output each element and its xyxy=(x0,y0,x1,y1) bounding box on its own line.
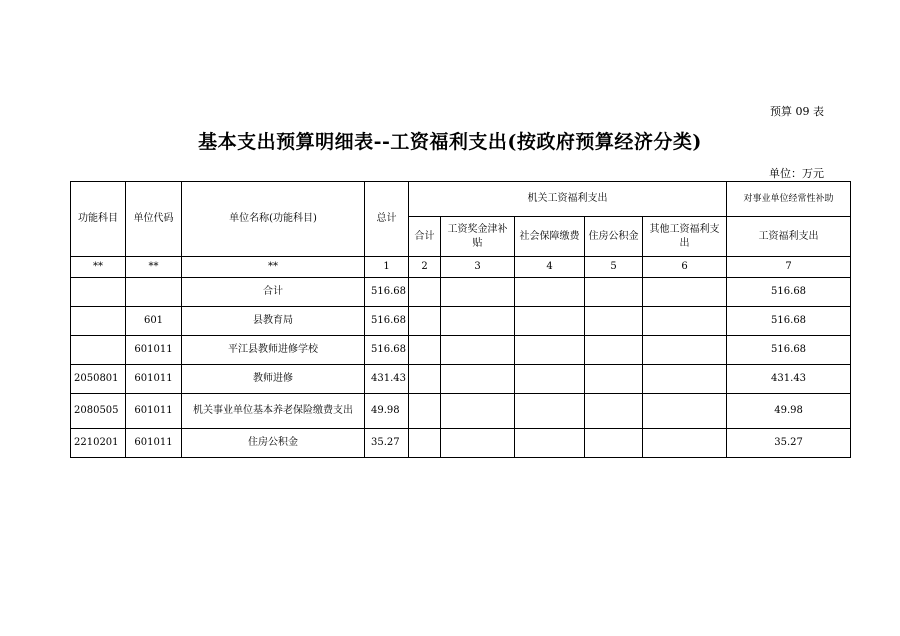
org-housing-cell xyxy=(585,394,643,429)
org-other-cell xyxy=(643,278,727,307)
total-cell: 516.68 xyxy=(365,278,409,307)
org-salary-cell xyxy=(441,307,515,336)
unit-name-cell: 教师进修 xyxy=(182,365,365,394)
org-salary-cell xyxy=(441,336,515,365)
org-housing-cell xyxy=(585,429,643,458)
org-housing-cell xyxy=(585,278,643,307)
index-row xyxy=(71,257,851,278)
index-cell: 4 xyxy=(515,257,585,278)
inst-salary-cell: 516.68 xyxy=(727,307,851,336)
header-row-1 xyxy=(71,182,851,217)
total-cell: 516.68 xyxy=(365,307,409,336)
total-cell: 516.68 xyxy=(365,336,409,365)
org-other-cell xyxy=(643,429,727,458)
org-salary-cell xyxy=(441,394,515,429)
table-row xyxy=(71,307,851,336)
index-cell: ** xyxy=(71,257,126,278)
unit-name-cell: 平江县教师进修学校 xyxy=(182,336,365,365)
total-cell: 49.98 xyxy=(365,394,409,429)
unit-code-cell: 601011 xyxy=(126,429,182,458)
unit-code-cell xyxy=(126,278,182,307)
unit-code-cell: 601011 xyxy=(126,394,182,429)
index-cell: 3 xyxy=(441,257,515,278)
org-sum-cell xyxy=(409,278,441,307)
inst-salary-cell: 516.68 xyxy=(727,278,851,307)
org-housing-cell xyxy=(585,365,643,394)
header-unit-name: 单位名称(功能科目) xyxy=(182,182,365,257)
func-subject-cell xyxy=(71,336,126,365)
org-social-cell xyxy=(515,307,585,336)
budget-table xyxy=(70,181,851,458)
document-title: 基本支出预算明细表--工资福利支出(按政府预算经济分类) xyxy=(198,131,702,153)
org-sum-cell xyxy=(409,307,441,336)
org-other-cell xyxy=(643,336,727,365)
index-cell: 2 xyxy=(409,257,441,278)
table-row xyxy=(71,429,851,458)
header-total: 总计 xyxy=(365,182,409,257)
table-row xyxy=(71,365,851,394)
header-org-salary: 工资奖金津补贴 xyxy=(441,217,515,257)
header-org-group: 机关工资福利支出 xyxy=(409,182,727,217)
index-cell: 6 xyxy=(643,257,727,278)
org-sum-cell xyxy=(409,365,441,394)
index-cell: 1 xyxy=(365,257,409,278)
form-number: 预算 09 表 xyxy=(770,105,824,118)
header-func-subject: 功能科目 xyxy=(71,182,126,257)
org-other-cell xyxy=(643,307,727,336)
org-housing-cell xyxy=(585,336,643,365)
header-inst-group: 对事业单位经常性补助 xyxy=(727,182,851,217)
org-other-cell xyxy=(643,394,727,429)
index-cell: 7 xyxy=(727,257,851,278)
org-housing-cell xyxy=(585,307,643,336)
org-sum-cell xyxy=(409,429,441,458)
org-sum-cell xyxy=(409,394,441,429)
org-social-cell xyxy=(515,336,585,365)
org-social-cell xyxy=(515,394,585,429)
inst-salary-cell: 516.68 xyxy=(727,336,851,365)
func-subject-cell: 2080505 xyxy=(71,394,126,429)
inst-salary-cell: 35.27 xyxy=(727,429,851,458)
inst-salary-cell: 49.98 xyxy=(727,394,851,429)
org-social-cell xyxy=(515,365,585,394)
total-cell: 431.43 xyxy=(365,365,409,394)
org-social-cell xyxy=(515,429,585,458)
org-salary-cell xyxy=(441,429,515,458)
table-row xyxy=(71,278,851,307)
func-subject-cell xyxy=(71,278,126,307)
index-cell: ** xyxy=(126,257,182,278)
table-row xyxy=(71,336,851,365)
org-sum-cell xyxy=(409,336,441,365)
org-other-cell xyxy=(643,365,727,394)
unit-name-cell: 住房公积金 xyxy=(182,429,365,458)
org-salary-cell xyxy=(441,365,515,394)
unit-code-cell: 601 xyxy=(126,307,182,336)
func-subject-cell: 2050801 xyxy=(71,365,126,394)
header-org-social: 社会保障缴费 xyxy=(515,217,585,257)
unit-name-cell: 县教育局 xyxy=(182,307,365,336)
header-org-sum: 合计 xyxy=(409,217,441,257)
index-cell: ** xyxy=(182,257,365,278)
unit-code-cell: 601011 xyxy=(126,365,182,394)
unit-name-cell: 合计 xyxy=(182,278,365,307)
inst-salary-cell: 431.43 xyxy=(727,365,851,394)
org-social-cell xyxy=(515,278,585,307)
func-subject-cell xyxy=(71,307,126,336)
org-salary-cell xyxy=(441,278,515,307)
header-unit-code: 单位代码 xyxy=(126,182,182,257)
header-org-housing: 住房公积金 xyxy=(585,217,643,257)
unit-note: 单位：万元 xyxy=(769,167,824,180)
unit-name-cell: 机关事业单位基本养老保险缴费支出 xyxy=(182,394,365,429)
header-org-other: 其他工资福利支出 xyxy=(643,217,727,257)
unit-code-cell: 601011 xyxy=(126,336,182,365)
total-cell: 35.27 xyxy=(365,429,409,458)
header-inst-salary: 工资福利支出 xyxy=(727,217,851,257)
index-cell: 5 xyxy=(585,257,643,278)
func-subject-cell: 2210201 xyxy=(71,429,126,458)
table-row xyxy=(71,394,851,429)
